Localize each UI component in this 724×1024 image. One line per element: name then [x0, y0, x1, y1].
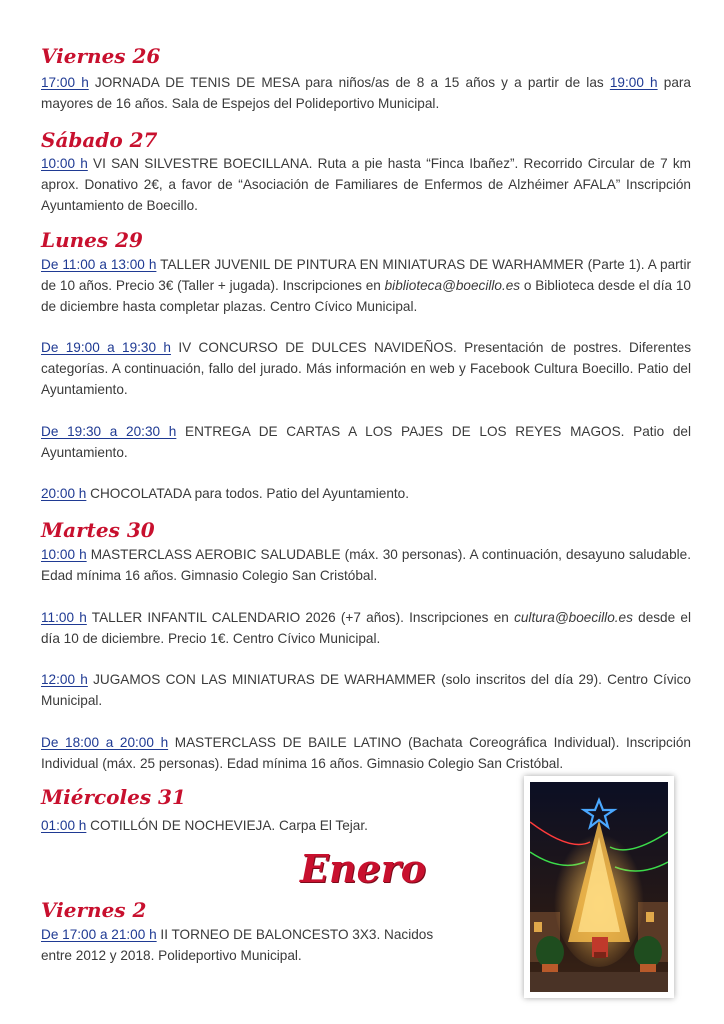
event-chocolatada	[41, 483, 691, 504]
event-masterclass-aerobic	[41, 544, 691, 586]
event-time: 17:00 h	[41, 75, 89, 90]
event-cotillon	[41, 815, 511, 836]
email-link-cultura[interactable]: cultura@boecillo.es	[514, 610, 633, 625]
event-text: MASTERCLASS DE BAILE LATINO (Bachata Coreográfica Individual). Inscripción Individual (máx. 25 personas). Edad mínima 16 años. Gimnasio Colegio San Cristóbal.	[41, 735, 691, 771]
event-cartas-pajes	[41, 421, 691, 463]
event-time: 12:00 h	[41, 672, 88, 687]
event-jugamos-warhammer	[41, 669, 691, 711]
event-baile-latino	[41, 732, 691, 774]
event-text: TALLER JUVENIL DE PINTURA EN MINIATURAS DE WARHAMMER (Parte 1). A partir de 10 años. Precio 3€ (Taller + jugada). Inscripciones en	[41, 257, 691, 293]
month-heading-enero: Enero	[300, 846, 427, 891]
event-time: 20:00 h	[41, 486, 87, 501]
event-text-2: para mayores de 16 años. Sala de Espejos del Polideportivo Municipal.	[41, 75, 691, 111]
event-torneo-baloncesto	[41, 924, 441, 966]
day-heading-sabado-27: Sábado 27	[41, 128, 158, 152]
event-text: COTILLÓN DE NOCHEVIEJA. Carpa El Tejar.	[86, 818, 368, 833]
event-time: 10:00 h	[41, 547, 87, 562]
event-taller-warhammer	[41, 254, 691, 317]
event-text: II TORNEO DE BALONCESTO 3X3. Nacidos entre 2012 y 2018. Polideportivo Municipal.	[41, 927, 434, 963]
christmas-tree-photo	[524, 776, 674, 998]
event-text: JORNADA DE TENIS DE MESA para niños/as de 8 a 15 años y a partir de las	[88, 75, 610, 90]
event-tenis-de-mesa	[41, 72, 691, 114]
day-heading-martes-30: Martes 30	[41, 518, 155, 542]
event-text: JUGAMOS CON LAS MINIATURAS DE WARHAMMER (solo inscritos del día 29). Centro Cívico Municipal.	[41, 672, 691, 708]
day-heading-viernes-26: Viernes 26	[41, 44, 161, 68]
event-text: MASTERCLASS AEROBIC SALUDABLE (máx. 30 personas). A continuación, desayuno saludable. Edad mínima 16 años. Gimnasio Colegio San Cristóbal.	[41, 547, 692, 583]
event-taller-calendario	[41, 607, 691, 649]
event-time: De 18:00 a 20:00 h	[41, 735, 169, 750]
event-time: De 19:30 a 20:30 h	[41, 424, 177, 439]
event-text: ENTREGA DE CARTAS A LOS PAJES DE LOS REYES MAGOS. Patio del Ayuntamiento.	[41, 424, 691, 460]
event-time-2: 19:00 h	[609, 75, 658, 90]
christmas-tree-lights-icon	[530, 782, 668, 992]
event-time: 01:00 h	[41, 818, 87, 833]
event-text-2: desde el día 10 de diciembre. Precio 1€. Centro Cívico Municipal.	[41, 610, 691, 646]
event-text: TALLER INFANTIL CALENDARIO 2026 (+7 años). Inscripciones en	[86, 610, 515, 625]
event-text: CHOCOLATADA para todos. Patio del Ayuntamiento.	[86, 486, 409, 501]
day-heading-viernes-2: Viernes 2	[41, 898, 147, 922]
event-text: VI SAN SILVESTRE BOECILLANA. Ruta a pie hasta “Finca Ibañez”. Recorrido Circular de 7 km aprox. Donativo 2€, a favor de “Asociación de Familiares de Enfermos de Alzhéimer AFALA” Inscripción Ayuntamiento de Boecillo.	[41, 156, 691, 213]
event-san-silvestre	[41, 153, 691, 216]
event-time: De 17:00 a 21:00 h	[41, 927, 157, 942]
event-text: IV CONCURSO DE DULCES NAVIDEÑOS. Presentación de postres. Diferentes categorías. A continuación, fallo del jurado. Más información en web y Facebook Cultura Boecillo. Patio del Ayuntamiento.	[41, 340, 692, 397]
event-time: 11:00 h	[41, 610, 87, 625]
event-concurso-dulces	[41, 337, 691, 400]
event-time: 10:00 h	[41, 156, 88, 171]
day-heading-miercoles-31: Miércoles 31	[41, 785, 186, 809]
event-time: De 19:00 a 19:30 h	[41, 340, 171, 355]
event-time: De 11:00 a 13:00 h	[41, 257, 157, 272]
event-text-2: o Biblioteca desde el día 10 de diciembre hasta completar plazas. Centro Cívico Municipal.	[41, 278, 691, 314]
email-link-biblioteca[interactable]: biblioteca@boecillo.es	[384, 278, 521, 293]
day-heading-lunes-29: Lunes 29	[41, 228, 143, 252]
